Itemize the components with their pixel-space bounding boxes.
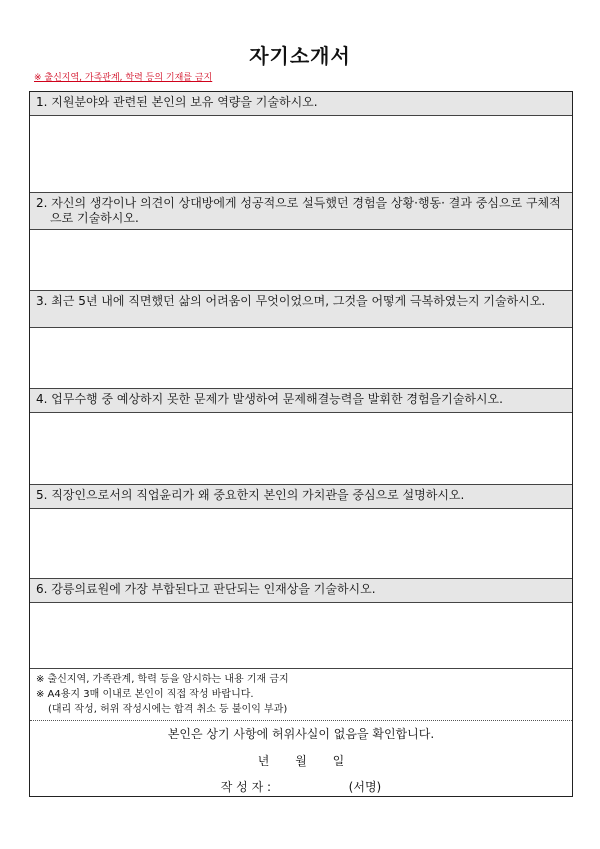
answer-4-area[interactable] <box>30 413 572 484</box>
answer-3-area[interactable] <box>30 328 572 388</box>
form-frame <box>29 91 573 797</box>
question-1-header <box>30 92 572 116</box>
question-2-header <box>30 192 572 230</box>
question-5-text: 5. 직장인으로서의 직업윤리가 왜 중요한지 본인의 가치관을 중심으로 설명하시오. <box>36 488 465 502</box>
confirmation-section <box>30 720 572 797</box>
author-line <box>30 778 572 795</box>
note-line-2: ※ A4용지 3매 이내로 본인이 직접 작성 바랍니다. <box>36 689 254 700</box>
notes-section <box>30 668 572 720</box>
question-6-text: 6. 강릉의료원에 가장 부합된다고 판단되는 인재상을 기술하시오. <box>36 582 376 596</box>
question-3-text: 3. 최근 5년 내에 직면했던 삶의 어려움이 무엇이었으며, 그것을 어떻게 극복하였는지 기술하시오. <box>36 294 546 308</box>
question-2-text: 2. 자신의 생각이나 의견이 상대방에게 성공적으로 설득했던 경험을 상황·행동· 결과 중심으로 구체적으로 기술하시오. <box>36 196 561 225</box>
date-line: 년 월 일 <box>257 754 345 768</box>
warning-notice: ※ 출신지역, 가족관계, 학력 등의 기재를 금지 <box>34 73 213 83</box>
note-line-1: ※ 출신지역, 가족관계, 학력 등을 암시하는 내용 기재 금지 <box>36 674 289 685</box>
author-label: 작 성 자 : <box>220 780 272 794</box>
note-line-3: (대리 작성, 허위 작성시에는 합격 취소 등 불이익 부과) <box>48 704 288 715</box>
answer-1-area[interactable] <box>30 116 572 192</box>
confirmation-statement: 본인은 상기 사항에 허위사실이 없음을 확인합니다. <box>167 727 435 741</box>
signature-label: (서명) <box>348 780 382 794</box>
question-5-header <box>30 484 572 509</box>
question-3-header <box>30 290 572 328</box>
question-1-text: 1. 지원분야와 관련된 본인의 보유 역량을 기술하시오. <box>36 95 318 109</box>
document-title: 자기소개서 <box>249 44 351 68</box>
answer-6-area[interactable] <box>30 603 572 668</box>
question-4-header <box>30 388 572 413</box>
answer-5-area[interactable] <box>30 509 572 578</box>
answer-2-area[interactable] <box>30 230 572 290</box>
question-4-text: 4. 업무수행 중 예상하지 못한 문제가 발생하여 문제해결능력을 발휘한 경험을기술하시오. <box>36 392 503 406</box>
question-6-header <box>30 578 572 603</box>
